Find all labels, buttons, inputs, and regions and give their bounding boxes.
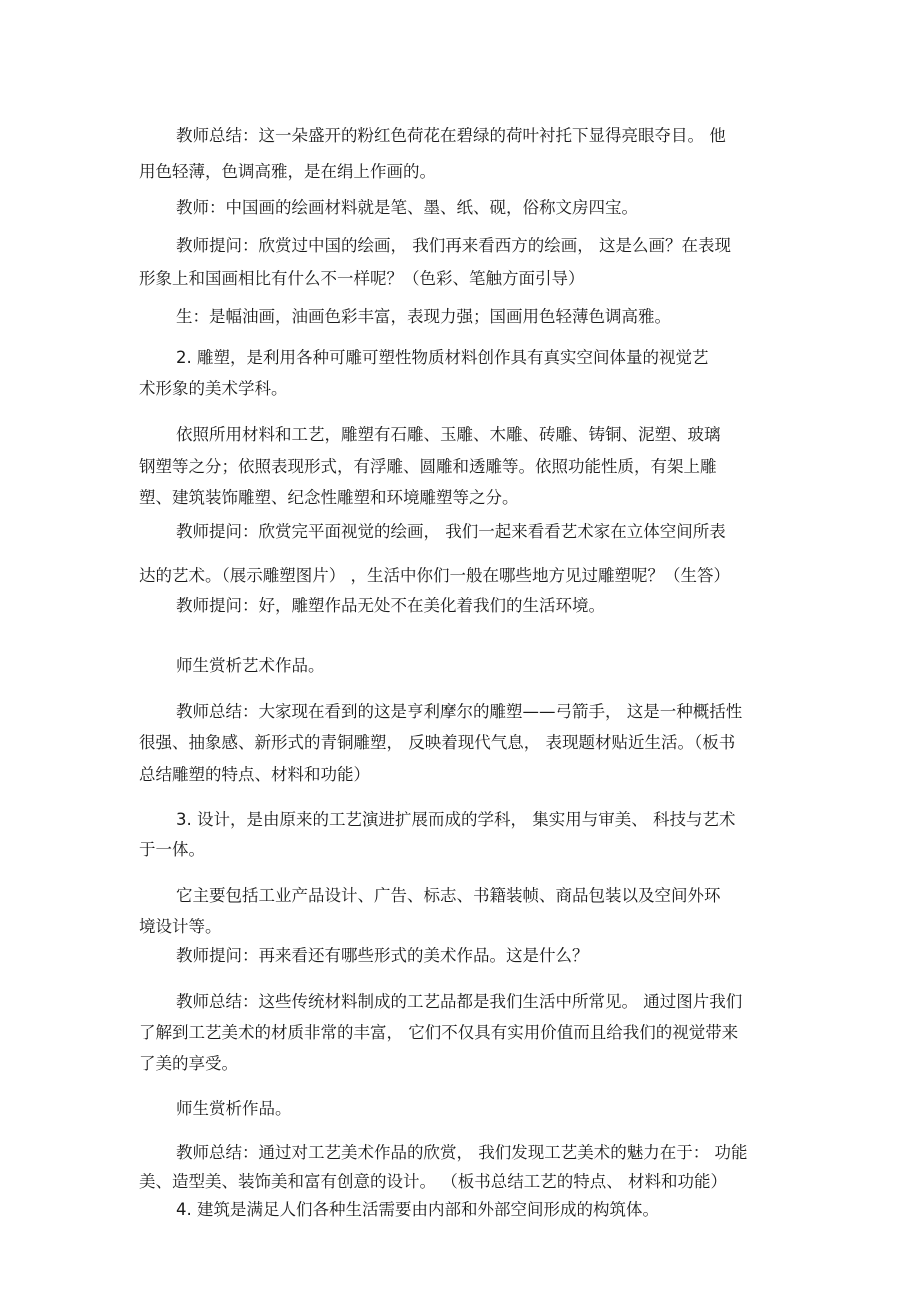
text-line: 师生赏析艺术作品。	[176, 656, 325, 675]
text-line: 师生赏析作品。	[176, 1099, 292, 1118]
text-line: 教师提问：再来看还有哪些形式的美术作品。这是什么？	[176, 946, 589, 965]
text-line: 教师提问：好，雕塑作品无处不在美化着我们的生活环境。	[176, 596, 605, 615]
text-line: 了美的享受。	[139, 1054, 238, 1073]
text-line: 形象上和国画相比有什么不一样呢？（色彩、笔触方面引导）	[139, 269, 585, 288]
text-line: 教师总结：大家现在看到的这是亨利摩尔的雕塑——弓箭手， 这是一种概括性	[176, 702, 743, 721]
text-line: 教师总结：这一朵盛开的粉红色荷花在碧绿的荷叶衬托下显得亮眼夺目。 他	[176, 126, 726, 145]
text-line: 教师：中国画的绘画材料就是笔、墨、纸、砚，俗称文房四宝。	[176, 198, 638, 217]
text-line: 2. 雕塑，是利用各种可雕可塑性物质材料创作具有真实空间体量的视觉艺	[176, 348, 709, 367]
text-line: 教师总结：通过对工艺美术作品的欣赏， 我们发现工艺美术的魅力在于： 功能	[176, 1143, 748, 1162]
text-line: 了解到工艺美术的材质非常的丰富， 它们不仅具有实用价值而且给我们的视觉带来	[139, 1023, 739, 1042]
text-line: 总结雕塑的特点、材料和功能）	[139, 765, 370, 784]
text-line: 生：是幅油画，油画色彩丰富，表现力强；国画用色轻薄色调高雅。	[176, 307, 671, 326]
text-line: 术形象的美术学科。	[139, 379, 288, 398]
text-line: 于一体。	[139, 840, 205, 859]
text-line: 它主要包括工业产品设计、广告、标志、书籍装帧、商品包装以及空间外环	[176, 886, 721, 905]
text-line: 3. 设计，是由原来的工艺演进扩展而成的学科， 集实用与审美、 科技与艺术	[176, 810, 736, 829]
text-line: 塑、建筑装饰雕塑、纪念性雕塑和环境雕塑等之分。	[139, 488, 519, 507]
text-line: 美、造型美、装饰美和富有创意的设计。 （板书总结工艺的特点、 材料和功能）	[139, 1172, 727, 1191]
text-line: 用色轻薄，色调高雅，是在绢上作画的。	[139, 162, 436, 181]
text-line: 达的艺术。（展示雕塑图片） ，生活中你们一般在哪些地方见过雕塑呢？（生答）	[139, 566, 730, 585]
text-line: 钢塑等之分；依照表现形式，有浮雕、圆雕和透雕等。依照功能性质，有架上雕	[139, 457, 717, 476]
text-line: 境设计等。	[139, 917, 222, 936]
text-line: 依照所用材料和工艺，雕塑有石雕、玉雕、木雕、砖雕、铸铜、泥塑、玻璃	[176, 425, 721, 444]
text-line: 很强、抽象感、新形式的青铜雕塑， 反映着现代气息， 表现题材贴近生活。（板书	[139, 733, 736, 752]
text-line: 教师总结：这些传统材料制成的工艺品都是我们生活中所常见。 通过图片我们	[176, 992, 743, 1011]
text-line: 教师提问：欣赏完平面视觉的绘画， 我们一起来看看艺术家在立体空间所表	[176, 522, 726, 541]
text-line: 4. 建筑是满足人们各种生活需要由内部和外部空间形成的构筑体。	[176, 1200, 659, 1219]
text-line: 教师提问：欣赏过中国的绘画， 我们再来看西方的绘画， 这是么画？在表现	[176, 236, 731, 255]
